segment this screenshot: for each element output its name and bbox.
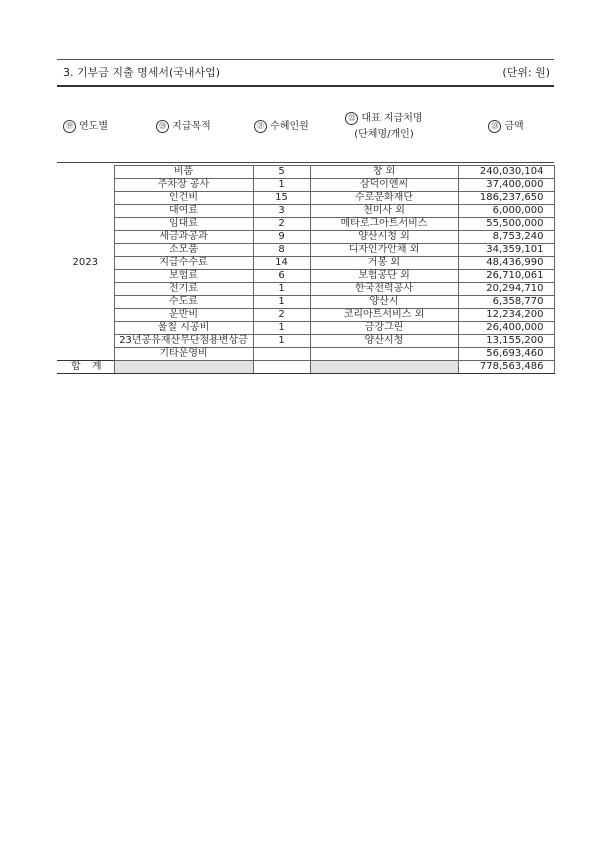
purpose-cell: 23년공유재산무단점용변상금 <box>114 335 253 348</box>
count-cell: 14 <box>253 257 310 270</box>
recipient-cell <box>310 348 458 361</box>
recipient-cell: 양산시 <box>310 296 458 309</box>
count-cell: 1 <box>253 179 310 192</box>
purpose-cell: 전기료 <box>114 283 253 296</box>
count-cell: 1 <box>253 283 310 296</box>
table-row <box>57 309 554 322</box>
amount-cell: 37,400,000 <box>458 179 554 192</box>
count-cell: 1 <box>253 322 310 335</box>
count-cell: 3 <box>253 205 310 218</box>
recipient-cell: 양산시청 <box>310 335 458 348</box>
amount-cell: 186,237,650 <box>458 192 554 205</box>
amount-cell: 34,359,101 <box>458 244 554 257</box>
purpose-cell: 지급수수료 <box>114 257 253 270</box>
recipient-cell: 양산시청 외 <box>310 231 458 244</box>
recipient-cell: 삼덕이앤씨 <box>310 179 458 192</box>
header-amount: ㉓ 금액 <box>458 86 554 163</box>
table-row <box>57 296 554 309</box>
count-cell: 2 <box>253 218 310 231</box>
header-amount-number: ㉓ <box>488 120 501 133</box>
amount-cell: 56,693,460 <box>458 348 554 361</box>
section-title: 3. 기부금 지출 명세서(국내사업) <box>63 66 221 79</box>
count-cell <box>253 348 310 361</box>
purpose-cell: 기타운영비 <box>114 348 253 361</box>
count-cell: 1 <box>253 296 310 309</box>
amount-cell: 6,000,000 <box>458 205 554 218</box>
amount-cell: 48,436,990 <box>458 257 554 270</box>
total-count-cell <box>253 361 310 374</box>
header-row <box>57 86 554 163</box>
header-count-number: ㉑ <box>254 120 267 133</box>
table-row <box>57 192 554 205</box>
count-cell: 5 <box>253 166 310 179</box>
table-row <box>57 257 554 270</box>
donation-expense-table <box>57 85 555 374</box>
amount-cell: 8,753,240 <box>458 231 554 244</box>
table-row <box>57 205 554 218</box>
header-year-number: ⑲ <box>63 120 76 133</box>
total-recipient-cell <box>310 361 458 374</box>
recipient-cell: 천미사 외 <box>310 205 458 218</box>
section-header <box>57 62 554 82</box>
amount-cell: 20,294,710 <box>458 283 554 296</box>
header-recipient-sub: (단체명/개인) <box>354 129 414 140</box>
purpose-cell: 운반비 <box>114 309 253 322</box>
amount-cell: 26,710,061 <box>458 270 554 283</box>
table-row <box>57 283 554 296</box>
purpose-cell: 소모품 <box>114 244 253 257</box>
recipient-cell: 수로문화재단 <box>310 192 458 205</box>
count-cell: 6 <box>253 270 310 283</box>
count-cell: 15 <box>253 192 310 205</box>
table-row <box>57 218 554 231</box>
recipient-cell: 디자인가안채 외 <box>310 244 458 257</box>
purpose-cell: 세금과공과 <box>114 231 253 244</box>
table-row <box>57 348 554 361</box>
purpose-cell: 울칠 시공비 <box>114 322 253 335</box>
top-rule <box>57 59 554 60</box>
total-label: 합 계 <box>57 361 114 374</box>
count-cell: 8 <box>253 244 310 257</box>
recipient-cell: 한국전력공사 <box>310 283 458 296</box>
amount-cell: 12,234,200 <box>458 309 554 322</box>
purpose-cell: 인건비 <box>114 192 253 205</box>
amount-cell: 6,358,770 <box>458 296 554 309</box>
purpose-cell: 대여료 <box>114 205 253 218</box>
amount-cell: 26,400,000 <box>458 322 554 335</box>
table-row <box>57 244 554 257</box>
header-purpose-number: ⑳ <box>156 120 169 133</box>
recipient-cell: 메타로그아트서비스 <box>310 218 458 231</box>
total-row <box>57 361 554 374</box>
header-count: ㉑ 수혜인원 <box>253 86 310 163</box>
purpose-cell: 임대료 <box>114 218 253 231</box>
table-row <box>57 335 554 348</box>
purpose-cell: 비품 <box>114 166 253 179</box>
header-recipient: ㉒ 대표 지급처명 (단체명/개인) <box>310 86 458 163</box>
purpose-cell: 수도료 <box>114 296 253 309</box>
header-purpose: ⑳ 지급목적 <box>114 86 253 163</box>
purpose-cell: 주차장 공사 <box>114 179 253 192</box>
table-row <box>57 231 554 244</box>
recipient-cell: 코리아트서비스 외 <box>310 309 458 322</box>
recipient-cell: 보험공단 외 <box>310 270 458 283</box>
total-purpose-cell <box>114 361 253 374</box>
table-row <box>57 179 554 192</box>
table-row <box>57 322 554 335</box>
amount-cell: 240,030,104 <box>458 166 554 179</box>
amount-cell: 55,500,000 <box>458 218 554 231</box>
total-amount: 778,563,486 <box>458 361 554 374</box>
count-cell: 1 <box>253 335 310 348</box>
amount-cell: 13,155,200 <box>458 335 554 348</box>
header-recipient-number: ㉒ <box>345 112 358 125</box>
count-cell: 2 <box>253 309 310 322</box>
purpose-cell: 보험료 <box>114 270 253 283</box>
header-year: ⑲ 연도별 <box>57 86 114 163</box>
table-row <box>57 166 554 179</box>
unit-label: (단위: 원) <box>502 66 550 79</box>
recipient-cell: 금강그린 <box>310 322 458 335</box>
count-cell: 9 <box>253 231 310 244</box>
year-cell: 2023 <box>57 166 114 361</box>
table-row <box>57 270 554 283</box>
recipient-cell: 창 외 <box>310 166 458 179</box>
recipient-cell: 거봉 외 <box>310 257 458 270</box>
